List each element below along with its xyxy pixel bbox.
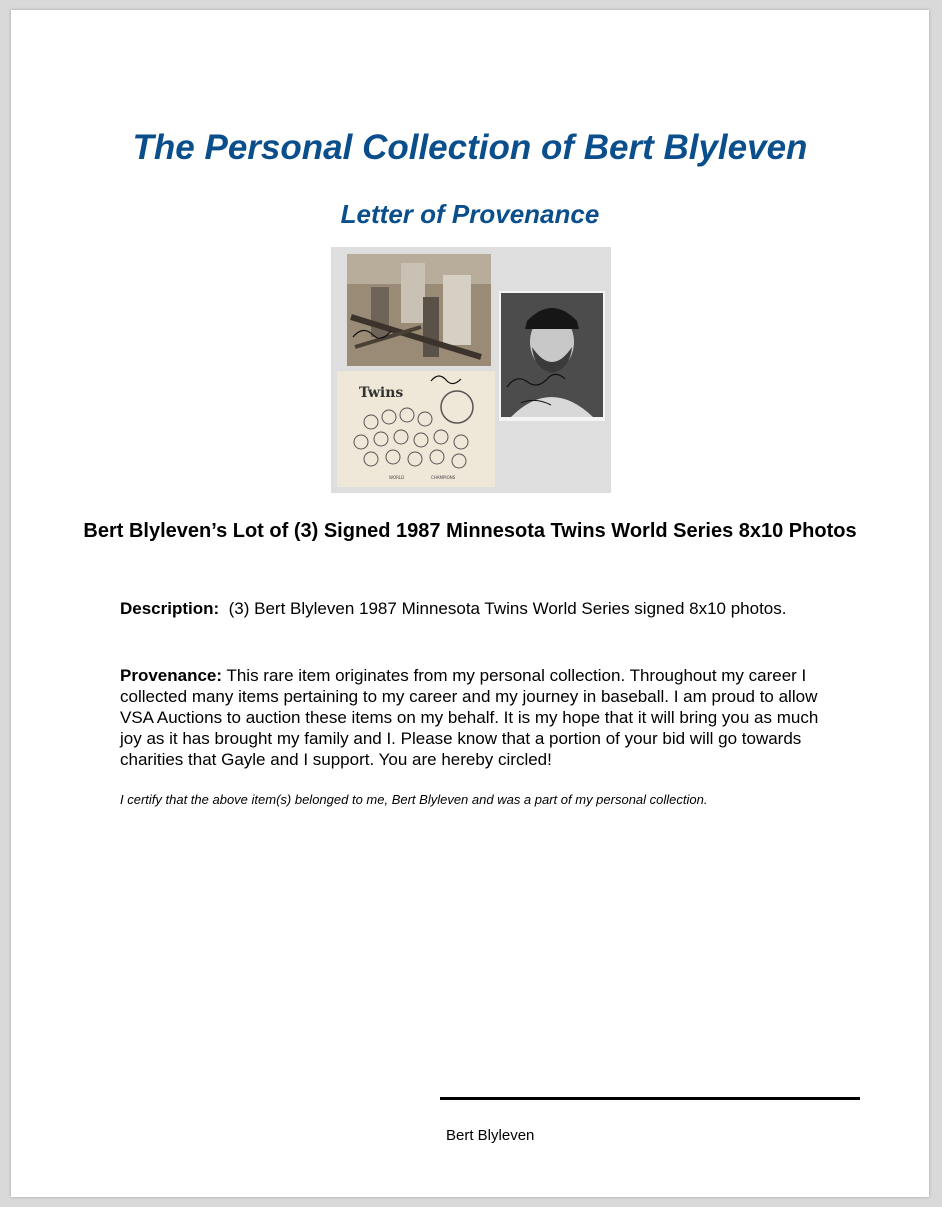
portrait-photo: [499, 291, 605, 421]
signature-name: Bert Blyleven: [446, 1127, 535, 1144]
lot-title: Bert Blyleven’s Lot of (3) Signed 1987 Minnesota Twins World Series 8x10 Photos: [83, 520, 857, 542]
memorabilia-photo: [331, 247, 611, 493]
description-paragraph: [120, 598, 830, 619]
description-label: Description:: [120, 599, 220, 618]
provenance-label: Provenance:: [120, 666, 223, 685]
letter-subtitle: Letter of Provenance: [340, 199, 600, 229]
description-text: (3) Bert Blyleven 1987 Minnesota Twins World Series signed 8x10 photos.: [228, 599, 787, 618]
signature-line: [440, 1097, 860, 1100]
document-page: [11, 10, 929, 1197]
svg-text:CHAMPIONS: CHAMPIONS: [431, 475, 456, 480]
aerial-parade-photo: [347, 254, 491, 366]
collection-title: The Personal Collection of Bert Blyleven: [132, 128, 808, 167]
certification-statement: I certify that the above item(s) belonged to me, Bert Blyleven and was a part of my personal collection.: [120, 792, 708, 807]
svg-text:Twins: Twins: [359, 385, 404, 401]
svg-text:WORLD: WORLD: [389, 475, 405, 480]
twins-cartoon-poster: [337, 371, 495, 487]
provenance-text: This rare item originates from my personal collection. Throughout my career I collected many items pertaining to my career and my journey in baseball. I am proud to allow VSA Auctions to auction these items on my behalf. It is my hope that it will bring you as much joy as it has brought my family and I. Please know that a portion of your bid will go towards charities that Gayle and I support. You are hereby circled!: [120, 666, 819, 769]
provenance-paragraph: [120, 665, 830, 770]
